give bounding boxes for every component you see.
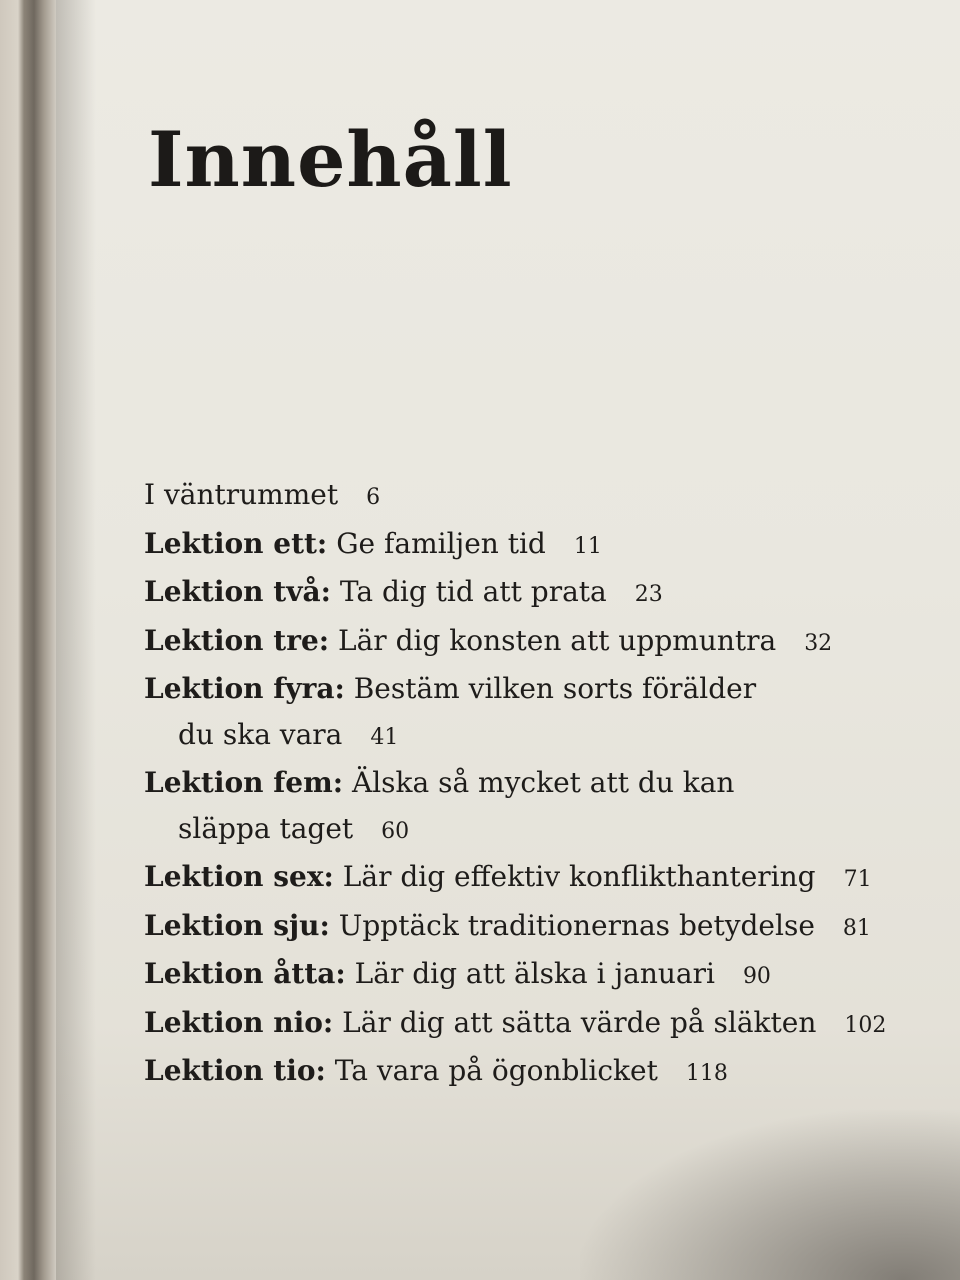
toc-page-number: 6 xyxy=(366,485,381,510)
toc-entry-text: Upptäck traditionernas betydelse xyxy=(338,908,815,942)
toc-entry-text: I väntrummet xyxy=(144,478,339,511)
toc-page-number: 32 xyxy=(804,630,833,656)
toc-page-number: 118 xyxy=(685,1061,728,1086)
toc-entry-text-continued: släppa taget xyxy=(178,811,354,845)
table-of-contents xyxy=(144,472,944,1097)
book-page xyxy=(56,0,960,1280)
toc-entry-intro xyxy=(144,472,944,521)
toc-entry-label: Lektion nio: xyxy=(144,1005,334,1039)
toc-entry-lektion-nio xyxy=(144,1000,944,1049)
toc-page-number: 81 xyxy=(842,915,871,941)
toc-entry-text: Lär dig att älska i januari xyxy=(354,957,715,990)
toc-entry-text-continued: du ska vara xyxy=(178,717,343,751)
toc-entry-label: Lektion fyra: xyxy=(144,672,345,705)
toc-entry-label: Lektion fem: xyxy=(144,766,344,799)
hand-shadow xyxy=(580,1110,960,1280)
toc-entry-text: Lär dig att sätta värde på släkten xyxy=(342,1005,817,1039)
toc-entry-lektion-sju xyxy=(144,903,944,952)
toc-entry-lektion-tva xyxy=(144,569,944,618)
toc-page-number: 71 xyxy=(843,867,872,892)
toc-entry-continuation xyxy=(144,806,944,855)
toc-entry-lektion-fem xyxy=(144,760,944,854)
page-title: Innehåll xyxy=(148,115,513,204)
toc-page-number: 23 xyxy=(634,582,663,607)
toc-entry-text: Ta dig tid att prata xyxy=(339,575,607,608)
toc-page-number: 102 xyxy=(844,1012,887,1038)
toc-entry-label: Lektion ett: xyxy=(144,526,328,560)
toc-entry-label: Lektion sju: xyxy=(144,908,330,942)
toc-entry-label: Lektion åtta: xyxy=(144,957,346,990)
toc-entry-text: Ta vara på ögonblicket xyxy=(334,1054,658,1087)
toc-entry-lektion-ett xyxy=(144,521,944,570)
toc-entry-text: Älska så mycket att du kan xyxy=(351,766,735,799)
toc-page-number: 90 xyxy=(742,964,771,989)
toc-page-number: 11 xyxy=(573,533,602,559)
toc-entry-label: Lektion tre: xyxy=(144,623,330,657)
toc-entry-label: Lektion två: xyxy=(144,575,331,608)
toc-entry-lektion-fyra xyxy=(144,666,944,760)
toc-entry-lektion-sex xyxy=(144,854,944,903)
toc-entry-lektion-tio xyxy=(144,1048,944,1097)
toc-entry-text: Ge familjen tid xyxy=(336,526,546,560)
toc-entry-lektion-atta xyxy=(144,951,944,1000)
toc-entry-label: Lektion sex: xyxy=(144,860,334,893)
toc-entry-text: Lär dig konsten att uppmuntra xyxy=(338,623,777,657)
toc-entry-lektion-tre xyxy=(144,618,944,667)
toc-entry-text: Bestäm vilken sorts förälder xyxy=(353,672,757,705)
toc-entry-text: Lär dig effektiv konflikthantering xyxy=(342,860,816,893)
toc-page-number: 60 xyxy=(381,818,410,844)
toc-page-number: 41 xyxy=(370,724,399,750)
toc-entry-continuation xyxy=(144,712,944,761)
book-spine xyxy=(0,0,60,1280)
toc-entry-label: Lektion tio: xyxy=(144,1054,326,1087)
